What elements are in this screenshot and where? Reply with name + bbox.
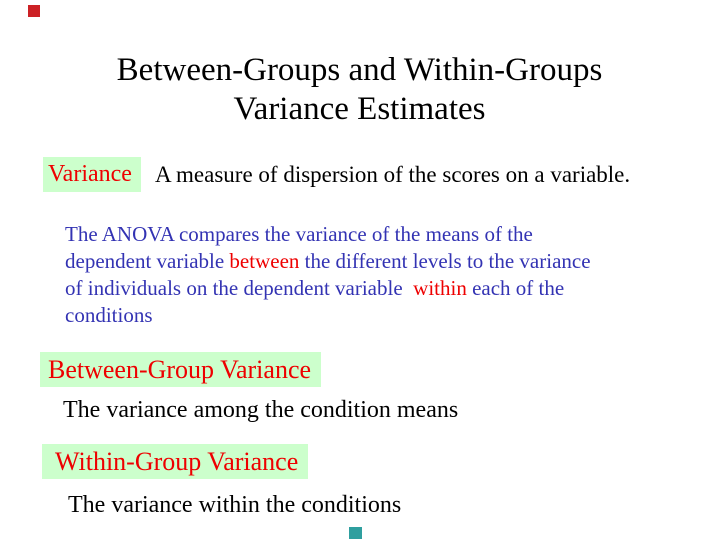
anova-line4-text: conditions — [65, 303, 153, 327]
variance-label-highlight: Variance — [43, 157, 141, 192]
anova-paragraph — [65, 221, 591, 329]
slide-title-line2: Variance Estimates — [233, 91, 486, 127]
between-group-variance-highlight: Between-Group Variance — [40, 352, 321, 387]
anova-line-3 — [65, 275, 591, 302]
within-group-variance-description: The variance within the conditions — [68, 492, 402, 518]
anova-line2-post: the different levels to the variance — [299, 249, 591, 273]
anova-line2-pre: dependent variable — [65, 249, 230, 273]
anova-within-emphasis: within — [413, 276, 467, 300]
variance-definition-text: A measure of dispersion of the scores on a variable. — [154, 161, 631, 187]
anova-line-2 — [65, 248, 591, 275]
between-group-variance-description: The variance among the condition means — [63, 397, 459, 423]
red-marker-square — [28, 5, 40, 17]
anova-line3-post: each of the — [466, 276, 565, 300]
anova-line-1 — [65, 221, 591, 248]
variance-definition-row — [43, 157, 630, 192]
anova-line-4 — [65, 302, 591, 329]
teal-marker-square — [349, 527, 362, 539]
anova-line1-text: The ANOVA compares the variance of the means of the — [65, 222, 533, 246]
anova-line3-pre: of individuals on the dependent variable — [65, 276, 414, 300]
slide-title — [0, 51, 719, 129]
within-group-variance-highlight: Within-Group Variance — [42, 444, 308, 479]
anova-between-emphasis: between — [229, 249, 300, 273]
slide-title-line1: Between-Groups and Within-Groups — [116, 52, 603, 88]
